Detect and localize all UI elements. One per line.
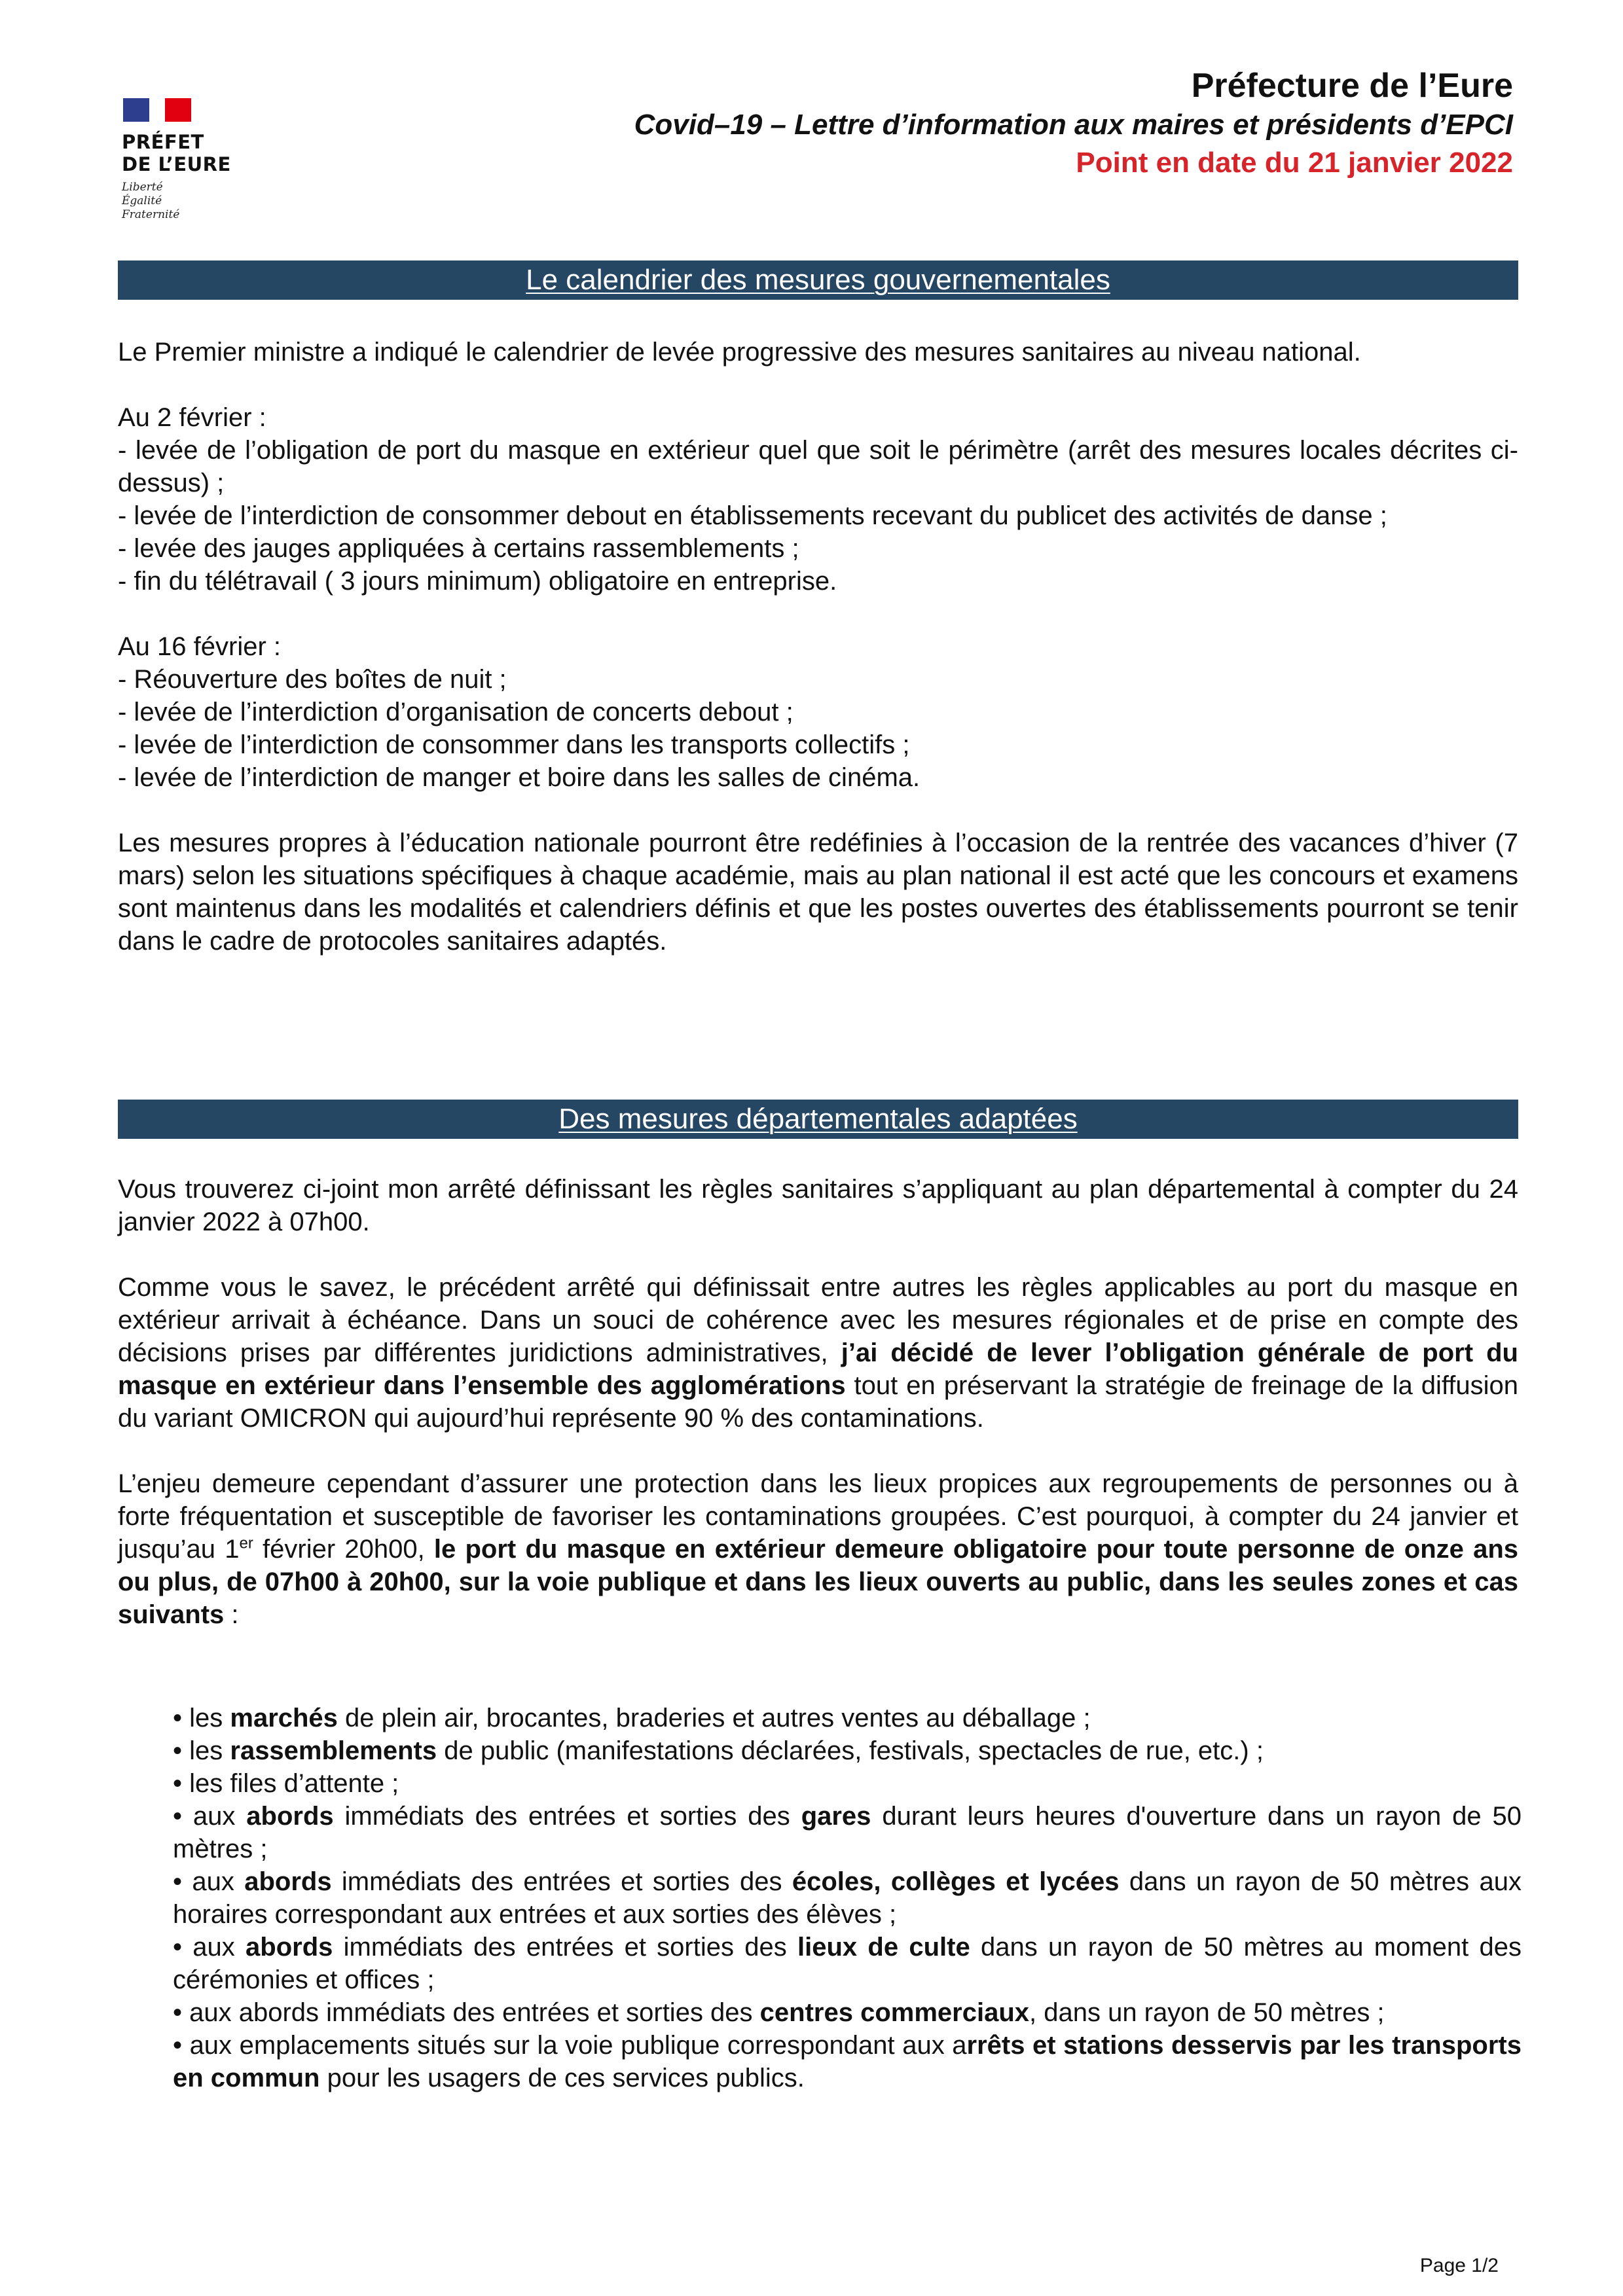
text-run: dans un rayon de 50 mètres aux horaires correspondant aux entrées et aux sorties des élèves ; (173, 1867, 1522, 1929)
text-run: de plein air, brocantes, braderies et autres ventes au déballage ; (337, 1704, 1091, 1732)
bold-run: marchés (230, 1704, 338, 1732)
text-run: • les (173, 1736, 230, 1765)
list-item (173, 1996, 1522, 2029)
text-run: tout en préservant la stratégie de freinage de la diffusion du variant OMICRON qui aujourd’hui représente 90 % des contaminations. (118, 1371, 1519, 1433)
text-run: • aux (173, 1802, 247, 1831)
text-run: dans un rayon de 50 mètres au moment des cérémonies et offices ; (173, 1933, 1522, 1994)
letter-subtitle: Covid–19 – Lettre d’information aux maires et présidents d’EPCI (634, 109, 1513, 141)
text-run: • aux (173, 1933, 246, 1962)
motto-egalite: Égalité (122, 194, 162, 207)
bold-run: gares (801, 1802, 871, 1831)
motto-liberte: Liberté (122, 181, 163, 194)
text-run: • aux emplacements situés sur la voie publique correspondant aux a (173, 2031, 967, 2060)
education-paragraph: Les mesures propres à l’éducation nationale pourront être redéfinies à l’occasion de la rentrée des vacances d’hiver (7 mars) selon les situations spécifiques à chaque académie, mais au plan national il est acté que les concours et examens sont maintenus dans les modalités et calendriers définis et que les postes ouvertes des établissements pourront se tenir dans le cadre de protocoles sanitaires adaptés. (118, 829, 1518, 956)
bold-run: centres commerciaux (759, 1998, 1029, 2027)
bold-run: abords (246, 1802, 334, 1831)
bold-run: écoles, collèges et lycées (792, 1867, 1120, 1896)
feb2-item: - fin du télétravail ( 3 jours minimum) obligatoire en entreprise. (118, 567, 837, 596)
text-run: • aux (173, 1867, 245, 1896)
arrete-paragraph: Vous trouverez ci-joint mon arrêté définissant les règles sanitaires s’appliquant au plan départemental à compter du 24 janvier 2022 à 07h00. (118, 1175, 1518, 1236)
obligation-emphasis: le port du masque en extérieur demeure obligatoire pour toute personne de onze ans ou plus, de 07h00 à 20h00, sur la voie publique et dans les lieux ouverts au public, dans les seules zones et cas suivants (118, 1535, 1518, 1629)
feb2-item: - levée de l’interdiction de consommer debout en établissements recevant du publicet des activités de danse ; (118, 501, 1387, 530)
feb2-item: - levée des jauges appliquées à certains rassemblements ; (118, 534, 799, 563)
text-run: immédiats des entrées et sorties des (331, 1867, 792, 1896)
list-item (173, 1800, 1522, 1865)
text-run: Comme vous le savez, le précédent arrêté qui définissait entre autres les règles applicables au port du masque en extérieur arrivait à échéance. Dans un souci de cohérence avec les mesures régionales et de prise en compte des décisions prises par différentes juridictions administratives, (118, 1273, 1518, 1367)
enjeu-paragraph (118, 1467, 1518, 1631)
feb2-heading: Au 2 février : (118, 403, 266, 432)
feb16-heading: Au 16 février : (118, 632, 282, 661)
logo-title-line2: DE L’EURE (122, 153, 231, 175)
text-run: : (224, 1600, 239, 1629)
document-header (400, 65, 1513, 182)
text-run: • les files d’attente ; (173, 1769, 399, 1798)
decision-emphasis: j’ai décidé de lever l’obligation générale de port du masque en extérieur dans l’ensemble des agglomérations (118, 1338, 1518, 1400)
list-item (173, 2029, 1522, 2094)
letter-date: Point en date du 21 janvier 2022 (1076, 147, 1513, 179)
text-run: immédiats des entrées et sorties des (333, 1802, 801, 1831)
feb16-item: - Réouverture des boîtes de nuit ; (118, 665, 507, 694)
section-departementales-body (118, 1173, 1518, 1631)
zones-list (173, 1702, 1522, 2094)
list-item (173, 1865, 1522, 1931)
bold-run: rassemblements (230, 1736, 437, 1765)
logo-title-line1: PRÉFET (122, 131, 204, 153)
text-run: L’enjeu demeure cependant d’assurer une protection dans les lieux propices aux regroupements de personnes ou à forte fréquentation et susceptible de favoriser les contaminations groupées. C’est pourquoi, à compter du 24 janvier et jusqu’au 1 (118, 1469, 1518, 1564)
superscript: er (239, 1534, 253, 1552)
prefet-logo (122, 98, 259, 222)
section-heading-departementales: Des mesures départementales adaptées (118, 1100, 1518, 1139)
prefecture-title: Préfecture de l’Eure (1191, 67, 1513, 105)
section-calendrier-body (118, 336, 1518, 958)
bold-run: abords (246, 1933, 333, 1962)
motto-fraternite: Fraternité (122, 208, 180, 221)
feb2-item: - levée de l’obligation de port du masque en extérieur quel que soit le périmètre (arrêt des mesures locales décrites ci-dessus) ; (118, 436, 1518, 497)
text-run: • aux abords immédiats des entrées et sorties des (173, 1998, 760, 2027)
text-run: • les (173, 1704, 230, 1732)
list-item (173, 1767, 1522, 1800)
feb16-item: - levée de l’interdiction de manger et boire dans les salles de cinéma. (118, 763, 921, 792)
text-run: durant leurs heures d'ouverture dans un rayon de 50 mètres ; (173, 1802, 1522, 1863)
feb16-item: - levée de l’interdiction d’organisation de concerts debout ; (118, 698, 793, 726)
marianne-flag-icon (123, 98, 191, 122)
text-run: pour les usagers de ces services publics. (319, 2064, 805, 2092)
list-item (173, 1931, 1522, 1996)
text-run: de public (manifestations déclarées, festivals, spectacles de rue, etc.) ; (437, 1736, 1264, 1765)
masque-decision-paragraph (118, 1271, 1518, 1435)
bold-run: lieux de culte (797, 1933, 970, 1962)
list-item (173, 1734, 1522, 1767)
list-item (173, 1702, 1522, 1734)
feb16-item: - levée de l’interdiction de consommer dans les transports collectifs ; (118, 730, 910, 759)
bold-run: rrêts et stations desservis par les transports en commun (173, 2031, 1522, 2092)
bold-run: abords (244, 1867, 332, 1896)
text-run: février 20h00, (253, 1535, 434, 1564)
text-run: , dans un rayon de 50 mètres ; (1029, 1998, 1385, 2027)
text-run: immédiats des entrées et sorties des (333, 1933, 797, 1962)
page-number: Page 1/2 (1419, 2255, 1499, 2276)
section-heading-calendrier: Le calendrier des mesures gouvernementales (118, 260, 1518, 300)
intro-paragraph: Le Premier ministre a indiqué le calendrier de levée progressive des mesures sanitaires au niveau national. (118, 338, 1361, 367)
